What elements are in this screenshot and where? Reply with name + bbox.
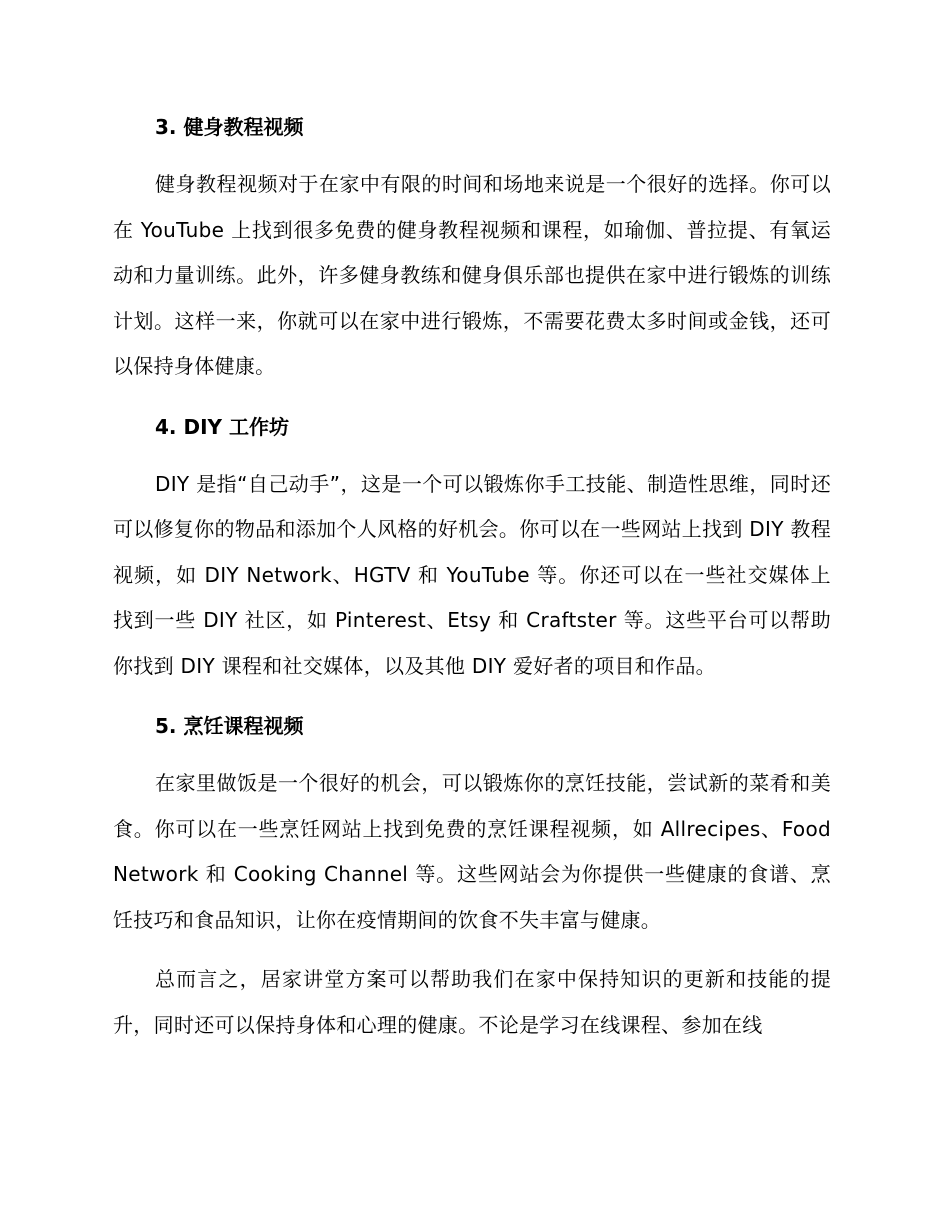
conclusion-paragraph: 总而言之，居家讲堂方案可以帮助我们在家中保持知识的更新和技能的提升，同时还可以保持身体和心理的健康。不论是学习在线课程、参加在线: [113, 967, 831, 1037]
section-paragraph-cooking: 在家里做饭是一个很好的机会，可以锻炼你的烹饪技能，尝试新的菜肴和美食。你可以在一些烹饪网站上找到免费的烹饪课程视频，如 Allrecipes、Food Network 和 Cooking Channel 等。这些网站会为你提供一些健康的食谱、烹饪技巧和食品知识，让你在疫情期间的饮食不失丰富与健康。: [113, 771, 831, 932]
document-page: [113, 104, 831, 1062]
section-heading-diy: 4. DIY 工作坊: [155, 414, 289, 439]
section-heading-fitness: 3. 健身教程视频: [155, 115, 304, 139]
section-paragraph-diy: DIY 是指“自己动手”，这是一个可以锻炼你手工技能、制造性思维，同时还可以修复你的物品和添加个人风格的好机会。你可以在一些网站上找到 DIY 教程视频，如 DIY Network、HGTV 和 YouTube 等。你还可以在一些社交媒体上找到一些 DIY 社区，如 Pinterest、Etsy 和 Craftster 等。这些平台可以帮助你找到 DIY 课程和社交媒体，以及其他 DIY 爱好者的项目和作品。: [113, 471, 831, 678]
section-paragraph-fitness: 健身教程视频对于在家中有限的时间和场地来说是一个很好的选择。你可以在 YouTube 上找到很多免费的健身教程视频和课程，如瑜伽、普拉提、有氧运动和力量训练。此外，许多健身教练和健身俱乐部也提供在家中进行锻炼的训练计划。这样一来，你就可以在家中进行锻炼，不需要花费太多时间或金钱，还可以保持身体健康。: [113, 172, 831, 378]
section-heading-cooking: 5. 烹饪课程视频: [155, 714, 304, 738]
